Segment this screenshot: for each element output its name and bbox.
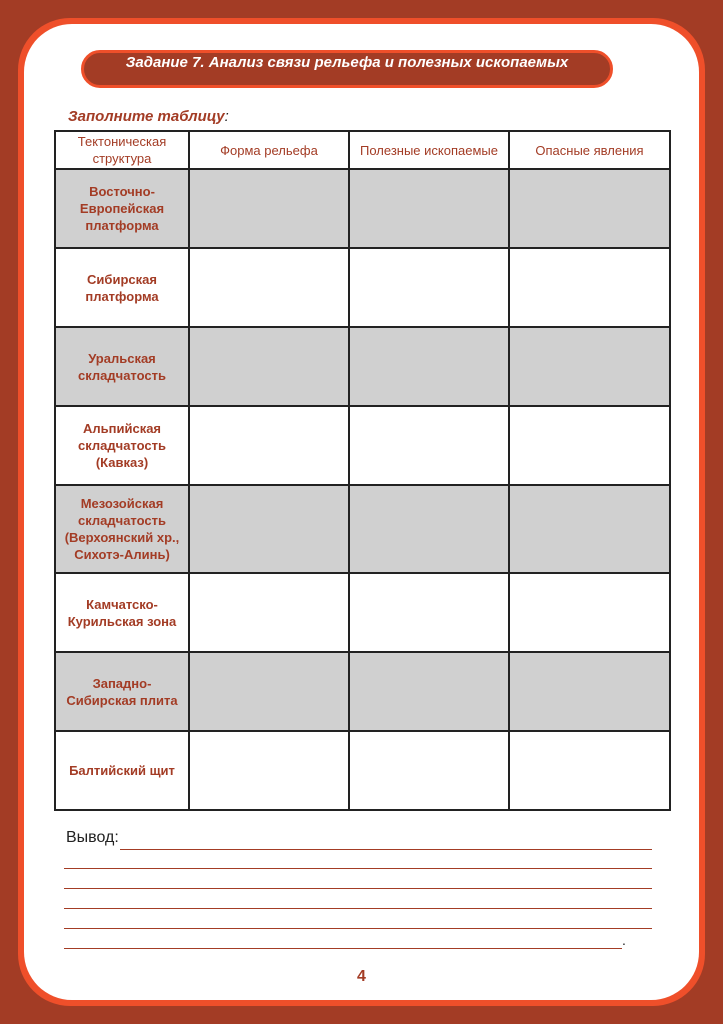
table-row bbox=[55, 652, 670, 731]
table-row bbox=[55, 573, 670, 652]
conclusion-label: Вывод: bbox=[66, 829, 119, 846]
minerals-cell[interactable] bbox=[349, 406, 509, 485]
hazards-cell[interactable] bbox=[509, 652, 670, 731]
conclusion-line[interactable] bbox=[64, 888, 652, 889]
table-row bbox=[55, 406, 670, 485]
header-tectonic-structure: Тектоническая структура bbox=[55, 131, 189, 169]
hazards-cell[interactable] bbox=[509, 327, 670, 406]
page-number: 4 bbox=[357, 968, 366, 985]
relief-cell[interactable] bbox=[189, 485, 349, 573]
table-header-row bbox=[55, 131, 670, 169]
task-title: Задание 7. Анализ связи рельефа и полезных ископаемых bbox=[81, 50, 613, 88]
table-row bbox=[55, 169, 670, 248]
row-label: Западно-Сибирская плита bbox=[55, 652, 189, 731]
hazards-cell[interactable] bbox=[509, 573, 670, 652]
row-label: Альпийская складчатость (Кавказ) bbox=[55, 406, 189, 485]
conclusion-line[interactable] bbox=[64, 928, 652, 929]
minerals-cell[interactable] bbox=[349, 169, 509, 248]
row-label: Сибирская платформа bbox=[55, 248, 189, 327]
conclusion-line[interactable] bbox=[64, 908, 652, 909]
conclusion-line[interactable] bbox=[64, 868, 652, 869]
hazards-cell[interactable] bbox=[509, 406, 670, 485]
relief-cell[interactable] bbox=[189, 573, 349, 652]
minerals-cell[interactable] bbox=[349, 731, 509, 810]
instruction-text bbox=[68, 108, 229, 125]
table-row bbox=[55, 731, 670, 810]
relief-cell[interactable] bbox=[189, 652, 349, 731]
table-row bbox=[55, 248, 670, 327]
hazards-cell[interactable] bbox=[509, 248, 670, 327]
row-label: Балтийский щит bbox=[55, 731, 189, 810]
minerals-cell[interactable] bbox=[349, 652, 509, 731]
analysis-table bbox=[54, 130, 671, 811]
relief-cell[interactable] bbox=[189, 406, 349, 485]
minerals-cell[interactable] bbox=[349, 327, 509, 406]
row-label: Уральская складчатость bbox=[55, 327, 189, 406]
conclusion-line[interactable] bbox=[120, 849, 652, 850]
hazards-cell[interactable] bbox=[509, 731, 670, 810]
hazards-cell[interactable] bbox=[509, 485, 670, 573]
relief-cell[interactable] bbox=[189, 327, 349, 406]
row-label: Мезозойская складчатость (Верхоянский хр., Сихотэ-Алинь) bbox=[55, 485, 189, 573]
instruction-colon: : bbox=[224, 108, 229, 125]
relief-cell[interactable] bbox=[189, 169, 349, 248]
row-label: Восточно-Европейская платформа bbox=[55, 169, 189, 248]
row-label: Камчатско-Курильская зона bbox=[55, 573, 189, 652]
relief-cell[interactable] bbox=[189, 731, 349, 810]
minerals-cell[interactable] bbox=[349, 248, 509, 327]
hazards-cell[interactable] bbox=[509, 169, 670, 248]
instruction-label: Заполните таблицу bbox=[68, 108, 225, 125]
minerals-cell[interactable] bbox=[349, 485, 509, 573]
table-row bbox=[55, 327, 670, 406]
minerals-cell[interactable] bbox=[349, 573, 509, 652]
relief-cell[interactable] bbox=[189, 248, 349, 327]
header-minerals: Полезные ископаемые bbox=[349, 131, 509, 169]
table-row bbox=[55, 485, 670, 573]
header-hazards: Опасные явления bbox=[509, 131, 670, 169]
conclusion-line[interactable] bbox=[64, 948, 622, 949]
conclusion-end: . bbox=[622, 932, 626, 948]
header-relief-form: Форма рельефа bbox=[189, 131, 349, 169]
